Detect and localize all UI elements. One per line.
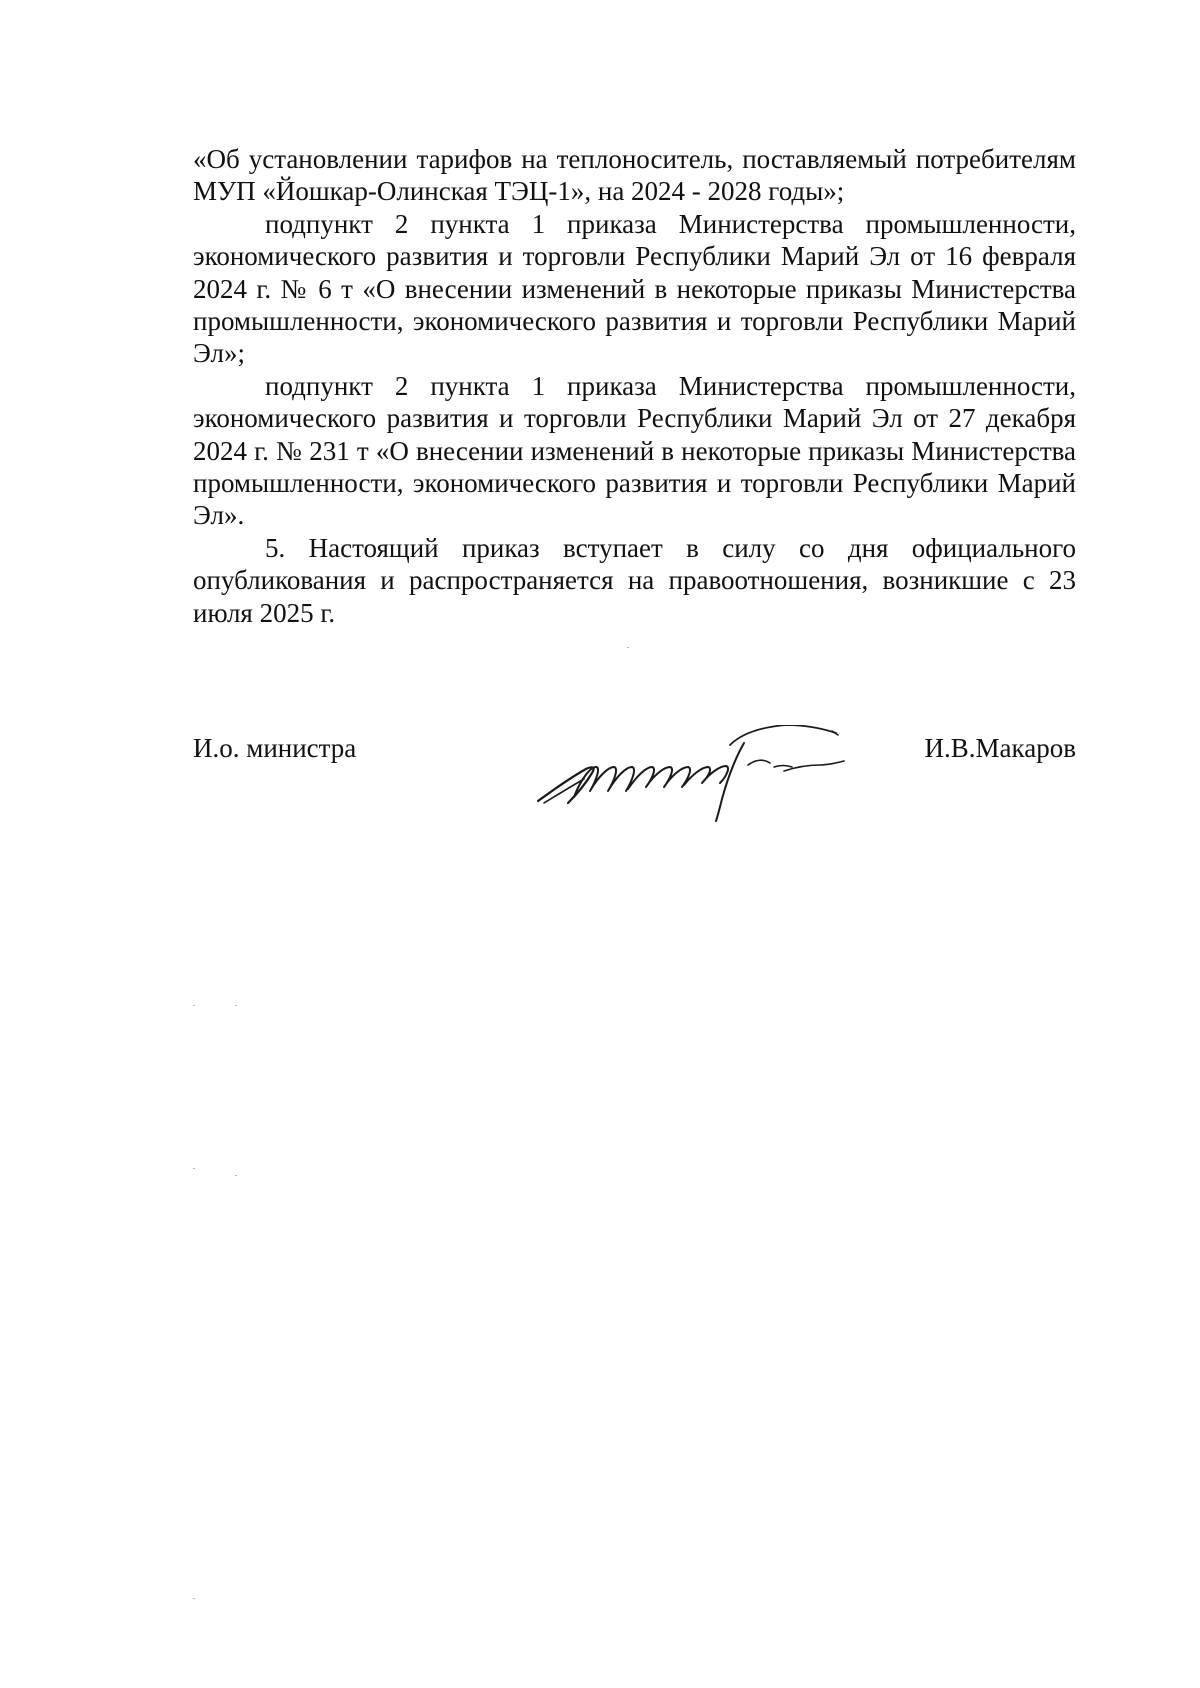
signer-name: И.В.Макаров xyxy=(924,733,1076,763)
paragraph-tariff-title-continuation: «Об установлении тарифов на теплоноситель, поставляемый потребителям МУП «Йошкар-Олинская ТЭЦ-1», на 2024 - 2028 годы»; xyxy=(193,144,1076,207)
scan-speck xyxy=(627,647,629,648)
signer-position: И.о. министра xyxy=(193,733,357,763)
handwritten-signature xyxy=(530,725,900,830)
scan-speck xyxy=(193,1598,195,1599)
scan-speck xyxy=(193,1168,195,1169)
scan-speck xyxy=(235,1175,237,1176)
scan-speck xyxy=(235,1005,237,1006)
scan-speck xyxy=(193,1005,195,1006)
paragraph-subitem-order-231t: подпункт 2 пункта 1 приказа Министерства промышленности, экономического развития и торговли Республики Марий Эл от 27 декабря 2024 г. № 231 т «О внесении изменений в некоторые приказы Министерства промышленности, экономического развития и торговли Республики Марий Эл». xyxy=(193,370,1076,531)
paragraph-effective-date: 5. Настоящий приказ вступает в силу со дня официального опубликования и распространяется на правоотношения, возникшие с 23 июля 2025 г. xyxy=(193,532,1076,628)
paragraph-subitem-order-6t: подпункт 2 пункта 1 приказа Министерства промышленности, экономического развития и торговли Республики Марий Эл от 16 февраля 2024 г. № 6 т «О внесении изменений в некоторые приказы Министерства промышленности, экономического развития и торговли Республики Марий Эл»; xyxy=(193,208,1076,369)
document-body xyxy=(193,143,1076,629)
